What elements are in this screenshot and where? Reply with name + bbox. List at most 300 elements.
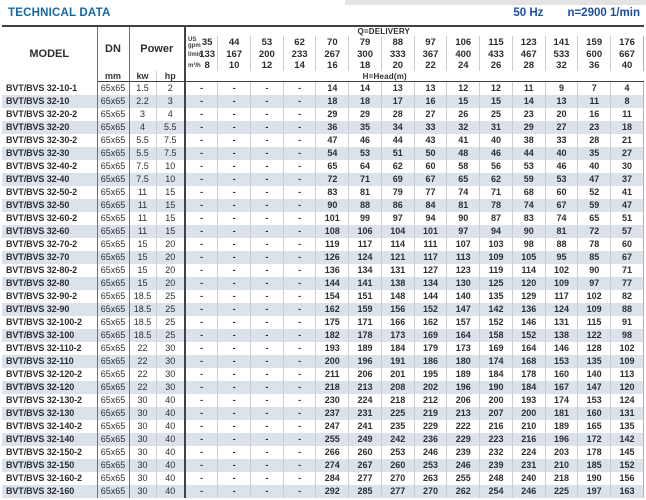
head-value-cell: 102 (578, 290, 611, 303)
head-value-cell: 108 (316, 225, 349, 238)
l-min-value: 167 (218, 49, 251, 60)
head-value-cell: 270 (381, 472, 414, 485)
l-min-unit-label: l/min (188, 51, 203, 58)
head-value-cell: 201 (381, 368, 414, 381)
m3h-value: 18 (349, 60, 382, 71)
head-value-cell: 119 (316, 238, 349, 251)
head-value-cell: 242 (381, 433, 414, 446)
kw-cell: 22 (129, 368, 156, 381)
m3h-unit-label: m³/h (188, 62, 201, 69)
head-value-cell: 29 (316, 108, 349, 121)
head-value-cell: - (218, 199, 251, 212)
head-value-cell: 13 (381, 82, 414, 96)
head-value-cell: - (185, 173, 218, 186)
head-value-cell: 129 (512, 290, 545, 303)
us-gpm-value: 176 (611, 36, 644, 49)
head-value-cell: - (283, 108, 316, 121)
head-value-cell: 23 (512, 108, 545, 121)
head-value-cell: 74 (512, 199, 545, 212)
kw-cell: 18.5 (129, 329, 156, 342)
head-value-cell: 141 (349, 277, 382, 290)
kw-cell: 3 (129, 108, 156, 121)
dn-cell: 65x65 (97, 342, 129, 355)
head-value-cell: 59 (578, 199, 611, 212)
table-row (2, 173, 644, 186)
head-value-cell: - (283, 433, 316, 446)
head-value-cell: 239 (480, 459, 513, 472)
head-value-cell: - (185, 485, 218, 498)
table-row (2, 472, 644, 485)
head-value-cell: - (218, 186, 251, 199)
head-value-cell: 88 (349, 199, 382, 212)
head-value-cell: 153 (545, 355, 578, 368)
head-value-cell: 142 (480, 303, 513, 316)
head-value-cell: 152 (611, 459, 644, 472)
head-value-cell: 128 (578, 342, 611, 355)
head-value-cell: 64 (349, 160, 382, 173)
head-value-cell: 71 (480, 186, 513, 199)
head-value-cell: 166 (381, 316, 414, 329)
speed-label: n=2900 1/min (567, 7, 640, 19)
head-value-cell: 77 (611, 277, 644, 290)
us-gpm-value: 123 (512, 36, 545, 49)
head-value-cell: 246 (512, 485, 545, 498)
head-value-cell: - (218, 368, 251, 381)
head-value-cell: - (250, 459, 283, 472)
dn-cell: 65x65 (97, 251, 129, 264)
l-min-value: 600 (578, 49, 611, 60)
head-value-cell: 97 (447, 225, 480, 238)
head-value-cell: 51 (381, 147, 414, 160)
hp-cell: 20 (156, 238, 185, 251)
head-value-cell: 117 (545, 290, 578, 303)
l-min-first-value: 133 (199, 49, 216, 60)
head-value-cell: 239 (447, 446, 480, 459)
head-value-cell: 159 (349, 303, 382, 316)
head-value-cell: - (283, 238, 316, 251)
head-value-cell: 174 (480, 355, 513, 368)
model-cell: BVT/BVS 32-110-2 (2, 342, 97, 355)
table-body (2, 82, 644, 499)
head-value-cell: 46 (480, 147, 513, 160)
head-value-cell: 83 (512, 212, 545, 225)
head-value-cell: - (283, 407, 316, 420)
head-value-cell: - (218, 121, 251, 134)
hp-cell: 40 (156, 394, 185, 407)
head-value-cell: 60 (545, 186, 578, 199)
head-value-cell: 102 (545, 264, 578, 277)
head-value-cell: 200 (480, 394, 513, 407)
head-value-cell: - (218, 446, 251, 459)
l-min-value: 433 (480, 49, 513, 60)
head-value-cell: - (218, 95, 251, 108)
kw-cell: 22 (129, 381, 156, 394)
head-value-cell: 88 (611, 303, 644, 316)
head-value-cell: 109 (545, 277, 578, 290)
head-value-cell: 135 (578, 355, 611, 368)
head-value-cell: 189 (349, 342, 382, 355)
model-cell: BVT/BVS 32-60-2 (2, 212, 97, 225)
dn-cell: 65x65 (97, 199, 129, 212)
head-value-cell: 195 (414, 368, 447, 381)
head-value-cell: - (250, 420, 283, 433)
model-cell: BVT/BVS 32-130 (2, 407, 97, 420)
head-value-cell: - (185, 459, 218, 472)
head-value-cell: 58 (447, 160, 480, 173)
head-value-cell: - (283, 277, 316, 290)
kw-cell: 15 (129, 251, 156, 264)
us-gpm-value: 106 (447, 36, 480, 49)
head-value-cell: 200 (316, 355, 349, 368)
model-cell: BVT/BVS 32-70-2 (2, 238, 97, 251)
head-value-cell: - (283, 472, 316, 485)
head-value-cell: 151 (349, 290, 382, 303)
head-value-cell: 95 (545, 251, 578, 264)
head-value-cell: 117 (349, 238, 382, 251)
kw-cell: 11 (129, 212, 156, 225)
head-value-cell: - (185, 238, 218, 251)
table-row (2, 394, 644, 407)
head-value-cell: 51 (611, 212, 644, 225)
head-value-cell: 216 (480, 420, 513, 433)
kw-cell: 1.5 (129, 82, 156, 96)
dn-cell: 65x65 (97, 82, 129, 96)
head-value-cell: 160 (545, 368, 578, 381)
head-value-cell: - (185, 264, 218, 277)
model-cell: BVT/BVS 32-150 (2, 459, 97, 472)
head-value-cell: 84 (414, 199, 447, 212)
head-value-cell: - (185, 342, 218, 355)
head-value-cell: - (218, 251, 251, 264)
model-cell: BVT/BVS 32-30 (2, 147, 97, 160)
head-value-cell: 140 (447, 290, 480, 303)
head-value-cell: 81 (545, 225, 578, 238)
head-value-cell: 79 (381, 186, 414, 199)
dn-cell: 65x65 (97, 433, 129, 446)
head-value-cell: 213 (447, 407, 480, 420)
table-row (2, 186, 644, 199)
hp-cell: 3 (156, 95, 185, 108)
table-row (2, 121, 644, 134)
model-cell: BVT/BVS 32-40-2 (2, 160, 97, 173)
head-value-cell: 90 (447, 212, 480, 225)
head-value-cell: 156 (611, 472, 644, 485)
hp-cell: 5.5 (156, 121, 185, 134)
dn-cell: 65x65 (97, 472, 129, 485)
us-gpm-first-value: 35 (201, 37, 213, 48)
head-value-cell: 237 (316, 407, 349, 420)
head-value-cell: 154 (316, 290, 349, 303)
head-value-cell: - (283, 342, 316, 355)
hp-cell: 20 (156, 264, 185, 277)
us-gpm-value: 53 (250, 36, 283, 49)
head-value-cell: - (283, 303, 316, 316)
head-value-cell: - (250, 264, 283, 277)
head-value-cell: - (218, 108, 251, 121)
kw-cell: 11 (129, 186, 156, 199)
dn-cell: 65x65 (97, 355, 129, 368)
head-value-cell: 203 (545, 446, 578, 459)
hp-cell: 25 (156, 329, 185, 342)
us-gpm-unit-label: US gpm (188, 36, 201, 49)
l-min-value: 667 (611, 49, 644, 60)
head-value-cell: 164 (512, 342, 545, 355)
head-value-cell: 88 (545, 238, 578, 251)
model-cell: BVT/BVS 32-120-2 (2, 368, 97, 381)
head-value-cell: - (283, 355, 316, 368)
head-value-cell: - (218, 82, 251, 96)
head-value-cell: - (185, 316, 218, 329)
head-value-cell: 126 (316, 251, 349, 264)
us-gpm-value: 115 (480, 36, 513, 49)
head-value-cell: 65 (578, 212, 611, 225)
head-value-cell: 71 (349, 173, 382, 186)
head-value-cell: 255 (447, 472, 480, 485)
hp-cell: 30 (156, 381, 185, 394)
head-value-cell: - (283, 173, 316, 186)
head-value-cell: 90 (512, 225, 545, 238)
head-value-cell: - (185, 355, 218, 368)
head-value-cell: 246 (414, 446, 447, 459)
head-value-cell: 67 (611, 251, 644, 264)
head-value-cell: - (218, 355, 251, 368)
head-value-cell: 218 (316, 381, 349, 394)
head-value-cell: - (250, 225, 283, 238)
head-value-cell: 85 (578, 251, 611, 264)
head-value-cell: 254 (480, 485, 513, 498)
head-value-cell: 146 (545, 342, 578, 355)
head-value-cell: - (283, 485, 316, 498)
head-value-cell: - (185, 303, 218, 316)
kw-cell: 18.5 (129, 290, 156, 303)
head-value-cell: 189 (545, 420, 578, 433)
head-value-cell: 38 (512, 134, 545, 147)
dn-cell: 65x65 (97, 121, 129, 134)
head-value-cell: 77 (414, 186, 447, 199)
head-value-cell: 90 (316, 199, 349, 212)
head-value-cell: - (283, 459, 316, 472)
head-value-cell: - (185, 186, 218, 199)
dn-cell: 65x65 (97, 459, 129, 472)
kw-cell: 22 (129, 342, 156, 355)
dn-cell: 65x65 (97, 160, 129, 173)
kw-cell: 7.5 (129, 173, 156, 186)
head-value-cell: 86 (381, 199, 414, 212)
l-min-value: 267 (316, 49, 349, 60)
head-value-cell: 11 (512, 82, 545, 96)
head-value-cell: 224 (512, 446, 545, 459)
us-gpm-value: 44 (218, 36, 251, 49)
head-value-cell: 16 (578, 108, 611, 121)
hp-cell: 30 (156, 368, 185, 381)
head-value-cell: 9 (545, 82, 578, 96)
head-value-cell: - (185, 446, 218, 459)
head-value-cell: 122 (578, 329, 611, 342)
head-value-cell: 196 (349, 355, 382, 368)
head-value-cell: 94 (414, 212, 447, 225)
dn-cell: 65x65 (97, 108, 129, 121)
head-value-cell: 98 (512, 238, 545, 251)
hp-cell: 7.5 (156, 134, 185, 147)
head-value-cell: 56 (480, 160, 513, 173)
head-value-cell: 253 (414, 459, 447, 472)
kw-cell: 30 (129, 446, 156, 459)
head-value-cell: 104 (381, 225, 414, 238)
dn-cell: 65x65 (97, 212, 129, 225)
head-value-cell: 41 (611, 186, 644, 199)
head-value-cell: 60 (414, 160, 447, 173)
dn-cell: 65x65 (97, 225, 129, 238)
model-cell: BVT/BVS 32-20-2 (2, 108, 97, 121)
head-value-cell: 223 (480, 433, 513, 446)
head-value-cell: 253 (381, 446, 414, 459)
head-value-cell: - (185, 95, 218, 108)
head-value-cell: - (218, 316, 251, 329)
head-value-cell: - (250, 303, 283, 316)
head-value-cell: - (283, 394, 316, 407)
head-value-cell: 130 (447, 277, 480, 290)
head-value-cell: 178 (349, 329, 382, 342)
head-value-cell: 40 (578, 160, 611, 173)
head-value-cell: 78 (480, 199, 513, 212)
head-value-cell: 136 (512, 303, 545, 316)
head-value-cell: 248 (480, 472, 513, 485)
m3h-value: 14 (283, 60, 316, 71)
head-value-cell: - (185, 381, 218, 394)
model-cell: BVT/BVS 32-30-2 (2, 134, 97, 147)
table-row (2, 277, 644, 290)
head-value-cell: 123 (447, 264, 480, 277)
head-value-cell: 241 (349, 420, 382, 433)
head-value-cell: 67 (414, 173, 447, 186)
table-row (2, 264, 644, 277)
head-value-cell: 83 (316, 186, 349, 199)
head-value-cell: 179 (414, 342, 447, 355)
head-value-cell: 43 (414, 134, 447, 147)
table-row (2, 329, 644, 342)
hp-cell: 25 (156, 290, 185, 303)
head-value-cell: 263 (414, 472, 447, 485)
head-value-cell: 4 (611, 82, 644, 96)
head-value-cell: - (283, 225, 316, 238)
delivery-header-label: Q=DELIVERY (357, 27, 411, 36)
head-value-cell: 277 (381, 485, 414, 498)
head-value-cell: 152 (512, 329, 545, 342)
head-value-cell: - (283, 381, 316, 394)
model-cell: BVT/BVS 32-100 (2, 329, 97, 342)
head-value-cell: 208 (381, 381, 414, 394)
head-value-cell: 14 (512, 95, 545, 108)
head-value-cell: - (283, 290, 316, 303)
table-row (2, 381, 644, 394)
us-gpm-value: 97 (414, 36, 447, 49)
head-value-cell: - (250, 147, 283, 160)
kw-cell: 18.5 (129, 303, 156, 316)
table-row (2, 316, 644, 329)
head-value-cell: 219 (414, 407, 447, 420)
head-value-cell: 47 (578, 173, 611, 186)
model-cell: BVT/BVS 32-160-2 (2, 472, 97, 485)
head-value-cell: 103 (480, 238, 513, 251)
head-value-cell: - (283, 160, 316, 173)
dn-cell: 65x65 (97, 446, 129, 459)
dn-cell: 65x65 (97, 303, 129, 316)
m3h-value: 20 (381, 60, 414, 71)
head-value-cell: 109 (578, 303, 611, 316)
head-value-cell: 33 (545, 134, 578, 147)
head-value-cell: 229 (447, 433, 480, 446)
head-value-cell: 206 (447, 394, 480, 407)
head-value-cell: - (250, 251, 283, 264)
head-value-cell: - (185, 472, 218, 485)
head-value-cell: 184 (480, 368, 513, 381)
head-value-cell: - (185, 199, 218, 212)
table-row (2, 134, 644, 147)
head-value-cell: 135 (611, 420, 644, 433)
head-value-cell: 48 (447, 147, 480, 160)
head-value-cell: 145 (611, 446, 644, 459)
l-min-value: 333 (381, 49, 414, 60)
m3h-value (185, 60, 218, 71)
head-value-cell: - (218, 472, 251, 485)
head-value-cell: 178 (512, 368, 545, 381)
head-value-cell: 213 (349, 381, 382, 394)
head-value-cell: - (218, 342, 251, 355)
head-value-cell: - (218, 134, 251, 147)
head-value-cell: 134 (414, 277, 447, 290)
head-value-cell: 35 (578, 147, 611, 160)
head-value-cell: - (250, 485, 283, 498)
head-value-cell: 284 (316, 472, 349, 485)
head-value-cell: 266 (316, 446, 349, 459)
dn-cell: 65x65 (97, 316, 129, 329)
head-value-cell: 31 (480, 121, 513, 134)
head-value-cell: 193 (512, 394, 545, 407)
head-value-cell: 224 (349, 394, 382, 407)
head-value-cell: 222 (447, 420, 480, 433)
head-value-cell: - (283, 95, 316, 108)
head-value-cell: - (218, 160, 251, 173)
m3h-value: 12 (250, 60, 283, 71)
head-value-cell: - (218, 264, 251, 277)
head-value-cell: 218 (545, 472, 578, 485)
table-row (2, 238, 644, 251)
head-value-cell: - (218, 212, 251, 225)
head-value-cell: 190 (480, 381, 513, 394)
head-value-cell: 120 (611, 381, 644, 394)
head-value-cell: - (185, 433, 218, 446)
hp-cell: 40 (156, 485, 185, 498)
head-value-cell: - (250, 199, 283, 212)
head-value-cell: 72 (316, 173, 349, 186)
head-value-cell: 184 (512, 381, 545, 394)
head-value-cell: 236 (414, 433, 447, 446)
head-value-cell: 72 (578, 225, 611, 238)
model-cell: BVT/BVS 32-100-2 (2, 316, 97, 329)
head-header (185, 71, 643, 82)
head-value-cell: 211 (316, 368, 349, 381)
head-value-cell: 232 (480, 446, 513, 459)
m3h-value: 36 (578, 60, 611, 71)
head-value-cell: 190 (578, 472, 611, 485)
m3h-first-value: 8 (204, 60, 210, 71)
head-value-cell: 210 (512, 420, 545, 433)
model-cell: BVT/BVS 32-10 (2, 95, 97, 108)
model-cell: BVT/BVS 32-20 (2, 121, 97, 134)
head-value-cell: 18 (316, 95, 349, 108)
hp-cell: 30 (156, 342, 185, 355)
m3h-value: 10 (218, 60, 251, 71)
